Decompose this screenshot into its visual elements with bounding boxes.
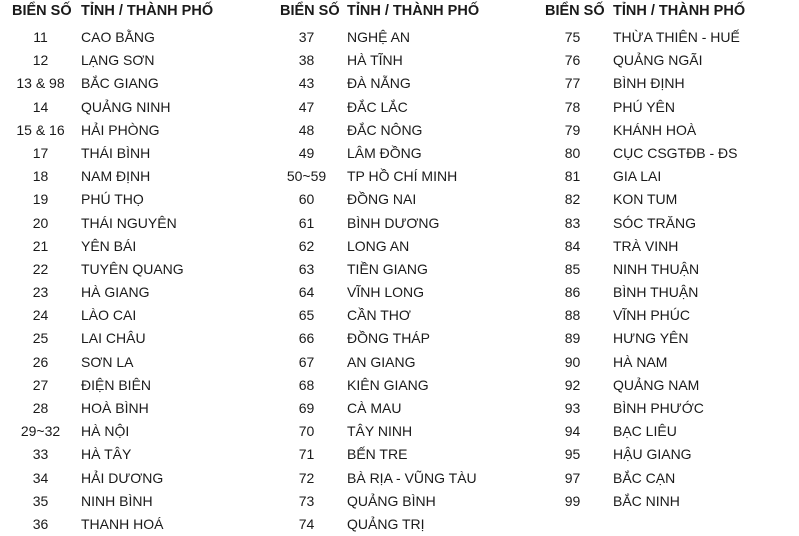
table-row	[0, 327, 250, 350]
plate-code: 27	[32, 376, 49, 393]
plate-code: 89	[564, 330, 581, 347]
table-row	[0, 235, 250, 258]
table-column	[532, 0, 782, 509]
province-name: HÀ TĨNH	[347, 52, 403, 69]
plate-code: 50~59	[286, 168, 327, 185]
plate-code: 20	[32, 214, 49, 231]
plate-code: 78	[564, 98, 581, 115]
table-row	[266, 397, 516, 420]
province-name: HÀ NAM	[613, 353, 668, 370]
province-name: HÀ TÂY	[81, 446, 132, 463]
province-name: HẢI PHÒNG	[81, 121, 160, 138]
plate-code: 79	[564, 121, 581, 138]
plate-code: 12	[32, 52, 49, 69]
province-name: TIỀN GIANG	[347, 260, 428, 277]
table-row	[266, 188, 516, 211]
province-name: ĐẮC LẮC	[347, 98, 408, 115]
plate-code: 62	[298, 237, 315, 254]
province-name: NINH THUẬN	[613, 260, 700, 277]
province-header: TỈNH / THÀNH PHỐ	[81, 3, 214, 19]
table-row	[532, 304, 782, 327]
province-name: BÌNH PHƯỚC	[613, 400, 704, 416]
table-row	[266, 374, 516, 397]
table-row	[266, 351, 516, 374]
table-row	[0, 490, 250, 513]
table-row	[266, 420, 516, 443]
province-name: QUẢNG NINH	[81, 98, 171, 115]
plate-code: 18	[32, 168, 49, 185]
province-name: CAO BẰNG	[81, 29, 155, 45]
table-row	[532, 96, 782, 119]
table-row	[266, 212, 516, 235]
province-name: THÁI BÌNH	[81, 144, 151, 161]
table-row	[0, 26, 250, 49]
plate-code: 13 & 98	[16, 75, 65, 92]
province-name: HÀ NỘI	[81, 423, 130, 440]
table-row	[266, 304, 516, 327]
table-row	[532, 212, 782, 235]
province-name: QUẢNG NAM	[613, 376, 700, 393]
table-row	[0, 258, 250, 281]
plate-code: 71	[298, 446, 315, 463]
table-row	[266, 513, 516, 536]
table-row	[0, 374, 250, 397]
province-name: BÀ RỊA - VŨNG TÀU	[347, 469, 477, 486]
table-row	[0, 72, 250, 95]
plate-code: 92	[564, 376, 581, 393]
province-name: LÀO CAI	[81, 307, 137, 324]
plate-code: 48	[298, 121, 315, 138]
province-name: TÂY NINH	[347, 423, 413, 440]
province-name: ĐÀ NẴNG	[347, 75, 411, 92]
province-name: PHÚ THỌ	[81, 191, 144, 208]
table-row	[0, 397, 250, 420]
province-name: QUẢNG NGÃI	[613, 52, 703, 69]
province-name: SÓC TRĂNG	[613, 214, 696, 231]
province-name: BÌNH DƯƠNG	[347, 214, 440, 231]
province-name: NINH BÌNH	[81, 492, 153, 509]
plate-code: 19	[32, 191, 49, 208]
table-row	[266, 258, 516, 281]
plate-code: 97	[564, 469, 581, 486]
plate-code: 74	[298, 515, 315, 532]
plate-code: 47	[298, 98, 315, 115]
table-row	[266, 72, 516, 95]
plate-code: 35	[32, 492, 49, 509]
table-row	[266, 443, 516, 466]
plate-code: 64	[298, 284, 315, 301]
table-row	[266, 119, 516, 142]
province-name: NAM ĐỊNH	[81, 168, 151, 185]
table-body	[0, 26, 250, 536]
table-row	[532, 119, 782, 142]
province-name: THANH HOÁ	[81, 515, 164, 532]
province-name: LÂM ĐỒNG	[347, 144, 422, 161]
province-name: QUẢNG TRỊ	[347, 515, 425, 532]
province-name: KON TUM	[613, 191, 678, 208]
plate-code: 25	[32, 330, 49, 347]
table-row	[266, 327, 516, 350]
plate-code: 83	[564, 214, 581, 231]
column-header	[266, 0, 516, 26]
plate-code: 95	[564, 446, 581, 463]
province-name: TRÀ VINH	[613, 237, 679, 254]
plate-code: 11	[33, 29, 48, 45]
table-row	[532, 443, 782, 466]
province-name: HƯNG YÊN	[613, 330, 689, 347]
plate-code: 73	[298, 492, 315, 509]
table-row	[532, 490, 782, 513]
plate-code: 80	[564, 144, 581, 161]
province-name: VĨNH LONG	[347, 284, 425, 301]
province-name: TP HỒ CHÍ MINH	[347, 168, 458, 185]
plate-code: 63	[298, 260, 315, 277]
province-name: CÀ MAU	[347, 400, 402, 416]
table-column	[0, 0, 250, 532]
table-row	[532, 258, 782, 281]
plate-code: 24	[32, 307, 49, 324]
plate-code: 34	[32, 469, 49, 486]
table-row	[532, 165, 782, 188]
plate-code: 70	[298, 423, 315, 440]
plate-code: 69	[298, 400, 315, 416]
plate-code: 36	[32, 515, 49, 532]
plate-code: 82	[564, 191, 581, 208]
province-name: ĐỒNG THÁP	[347, 330, 430, 347]
plate-code: 23	[32, 284, 49, 301]
table-row	[532, 351, 782, 374]
table-row	[0, 49, 250, 72]
plate-code: 15 & 16	[16, 121, 65, 138]
province-name: KHÁNH HOÀ	[613, 121, 697, 138]
province-name: TUYÊN QUANG	[81, 260, 184, 277]
table-row	[0, 96, 250, 119]
province-name: CẦN THƠ	[347, 307, 411, 324]
plate-code: 67	[298, 353, 315, 370]
province-name: LAI CHÂU	[81, 330, 146, 347]
table-row	[532, 397, 782, 420]
province-name: THÁI NGUYÊN	[81, 214, 177, 231]
province-name: CỤC CSGTĐB - ĐS	[613, 144, 738, 161]
table-row	[532, 281, 782, 304]
plate-code: 17	[32, 144, 49, 161]
plate-code-header: BIỂN SỐ	[12, 3, 72, 19]
table-row	[532, 72, 782, 95]
table-row	[0, 351, 250, 374]
table-row	[532, 235, 782, 258]
table-row	[266, 142, 516, 165]
province-name: VĨNH PHÚC	[613, 307, 691, 324]
province-name: BẾN TRE	[347, 446, 408, 463]
plate-code: 81	[564, 168, 581, 185]
province-header: TỈNH / THÀNH PHỐ	[347, 3, 480, 19]
plate-code: 93	[564, 400, 581, 416]
province-name: QUẢNG BÌNH	[347, 492, 436, 509]
table-row	[0, 281, 250, 304]
table-row	[532, 142, 782, 165]
plate-code: 60	[298, 191, 315, 208]
province-name: BẮC GIANG	[81, 75, 159, 92]
province-name: LẠNG SƠN	[81, 52, 155, 69]
plate-code: 38	[298, 52, 315, 69]
plate-code: 85	[564, 260, 581, 277]
table-body	[532, 26, 782, 513]
plate-code: 28	[32, 400, 49, 416]
province-name: BẮC CẠN	[613, 469, 676, 486]
table-row	[0, 304, 250, 327]
province-name: NGHỆ AN	[347, 29, 411, 45]
plate-code: 75	[564, 29, 581, 45]
province-name: LONG AN	[347, 237, 410, 254]
plate-code: 66	[298, 330, 315, 347]
plate-code: 14	[32, 98, 49, 115]
table-row	[266, 281, 516, 304]
plate-code: 26	[32, 353, 49, 370]
table-row	[0, 513, 250, 536]
plate-code: 68	[298, 376, 315, 393]
plate-code: 84	[564, 237, 581, 254]
province-name: ĐIỆN BIÊN	[81, 376, 152, 393]
table-row	[266, 235, 516, 258]
plate-code: 22	[32, 260, 49, 277]
plate-code: 29~32	[20, 423, 61, 440]
plate-code: 72	[298, 469, 315, 486]
column-header	[0, 0, 250, 26]
plate-code: 94	[564, 423, 581, 440]
table-row	[0, 212, 250, 235]
province-name: AN GIANG	[347, 353, 416, 370]
province-name: BÌNH ĐỊNH	[613, 75, 685, 92]
plate-code: 21	[32, 237, 49, 254]
table-row	[532, 374, 782, 397]
table-row	[266, 96, 516, 119]
table-row	[532, 327, 782, 350]
table-row	[0, 420, 250, 443]
plate-code: 77	[564, 75, 581, 92]
table-row	[532, 188, 782, 211]
table-row	[266, 49, 516, 72]
plate-code: 99	[564, 492, 581, 509]
table-row	[0, 165, 250, 188]
table-row	[532, 467, 782, 490]
province-name: THỪA THIÊN - HUẾ	[613, 29, 740, 45]
plate-code: 49	[298, 144, 315, 161]
table-row	[532, 420, 782, 443]
plate-code: 88	[564, 307, 581, 324]
plate-code: 90	[564, 353, 581, 370]
province-name: BÌNH THUẬN	[613, 284, 699, 301]
plate-code: 43	[298, 75, 315, 92]
table-row	[532, 49, 782, 72]
plate-code: 76	[564, 52, 581, 69]
column-header	[532, 0, 782, 26]
plate-code-header: BIỂN SỐ	[545, 3, 605, 19]
province-name: BẮC NINH	[613, 492, 680, 509]
table-row	[266, 490, 516, 513]
table-row	[0, 467, 250, 490]
plate-code-header: BIỂN SỐ	[280, 3, 340, 19]
province-name: HẬU GIANG	[613, 446, 692, 463]
table-row	[266, 26, 516, 49]
plate-code: 65	[298, 307, 315, 324]
province-name: ĐỒNG NAI	[347, 191, 417, 208]
plate-code: 33	[32, 446, 49, 463]
province-name: BẠC LIÊU	[613, 423, 677, 440]
province-name: KIÊN GIANG	[347, 376, 429, 393]
table-column	[266, 0, 516, 532]
province-name: SƠN LA	[81, 353, 134, 370]
plate-code: 61	[298, 214, 315, 231]
plate-code: 86	[564, 284, 581, 301]
province-name: GIA LAI	[613, 168, 662, 185]
province-name: HẢI DƯƠNG	[81, 469, 164, 486]
table-row	[266, 467, 516, 490]
table-row	[0, 188, 250, 211]
table-row	[0, 119, 250, 142]
table-row	[266, 165, 516, 188]
province-header: TỈNH / THÀNH PHỐ	[613, 3, 746, 19]
province-name: YÊN BÁI	[81, 237, 137, 254]
table-row	[0, 443, 250, 466]
province-name: HOÀ BÌNH	[81, 400, 149, 416]
plate-code: 37	[298, 29, 315, 45]
table-row	[532, 26, 782, 49]
table-row	[0, 142, 250, 165]
province-name: PHÚ YÊN	[613, 98, 675, 115]
province-name: HÀ GIANG	[81, 284, 150, 301]
province-name: ĐẮC NÔNG	[347, 121, 423, 138]
table-body	[266, 26, 516, 536]
